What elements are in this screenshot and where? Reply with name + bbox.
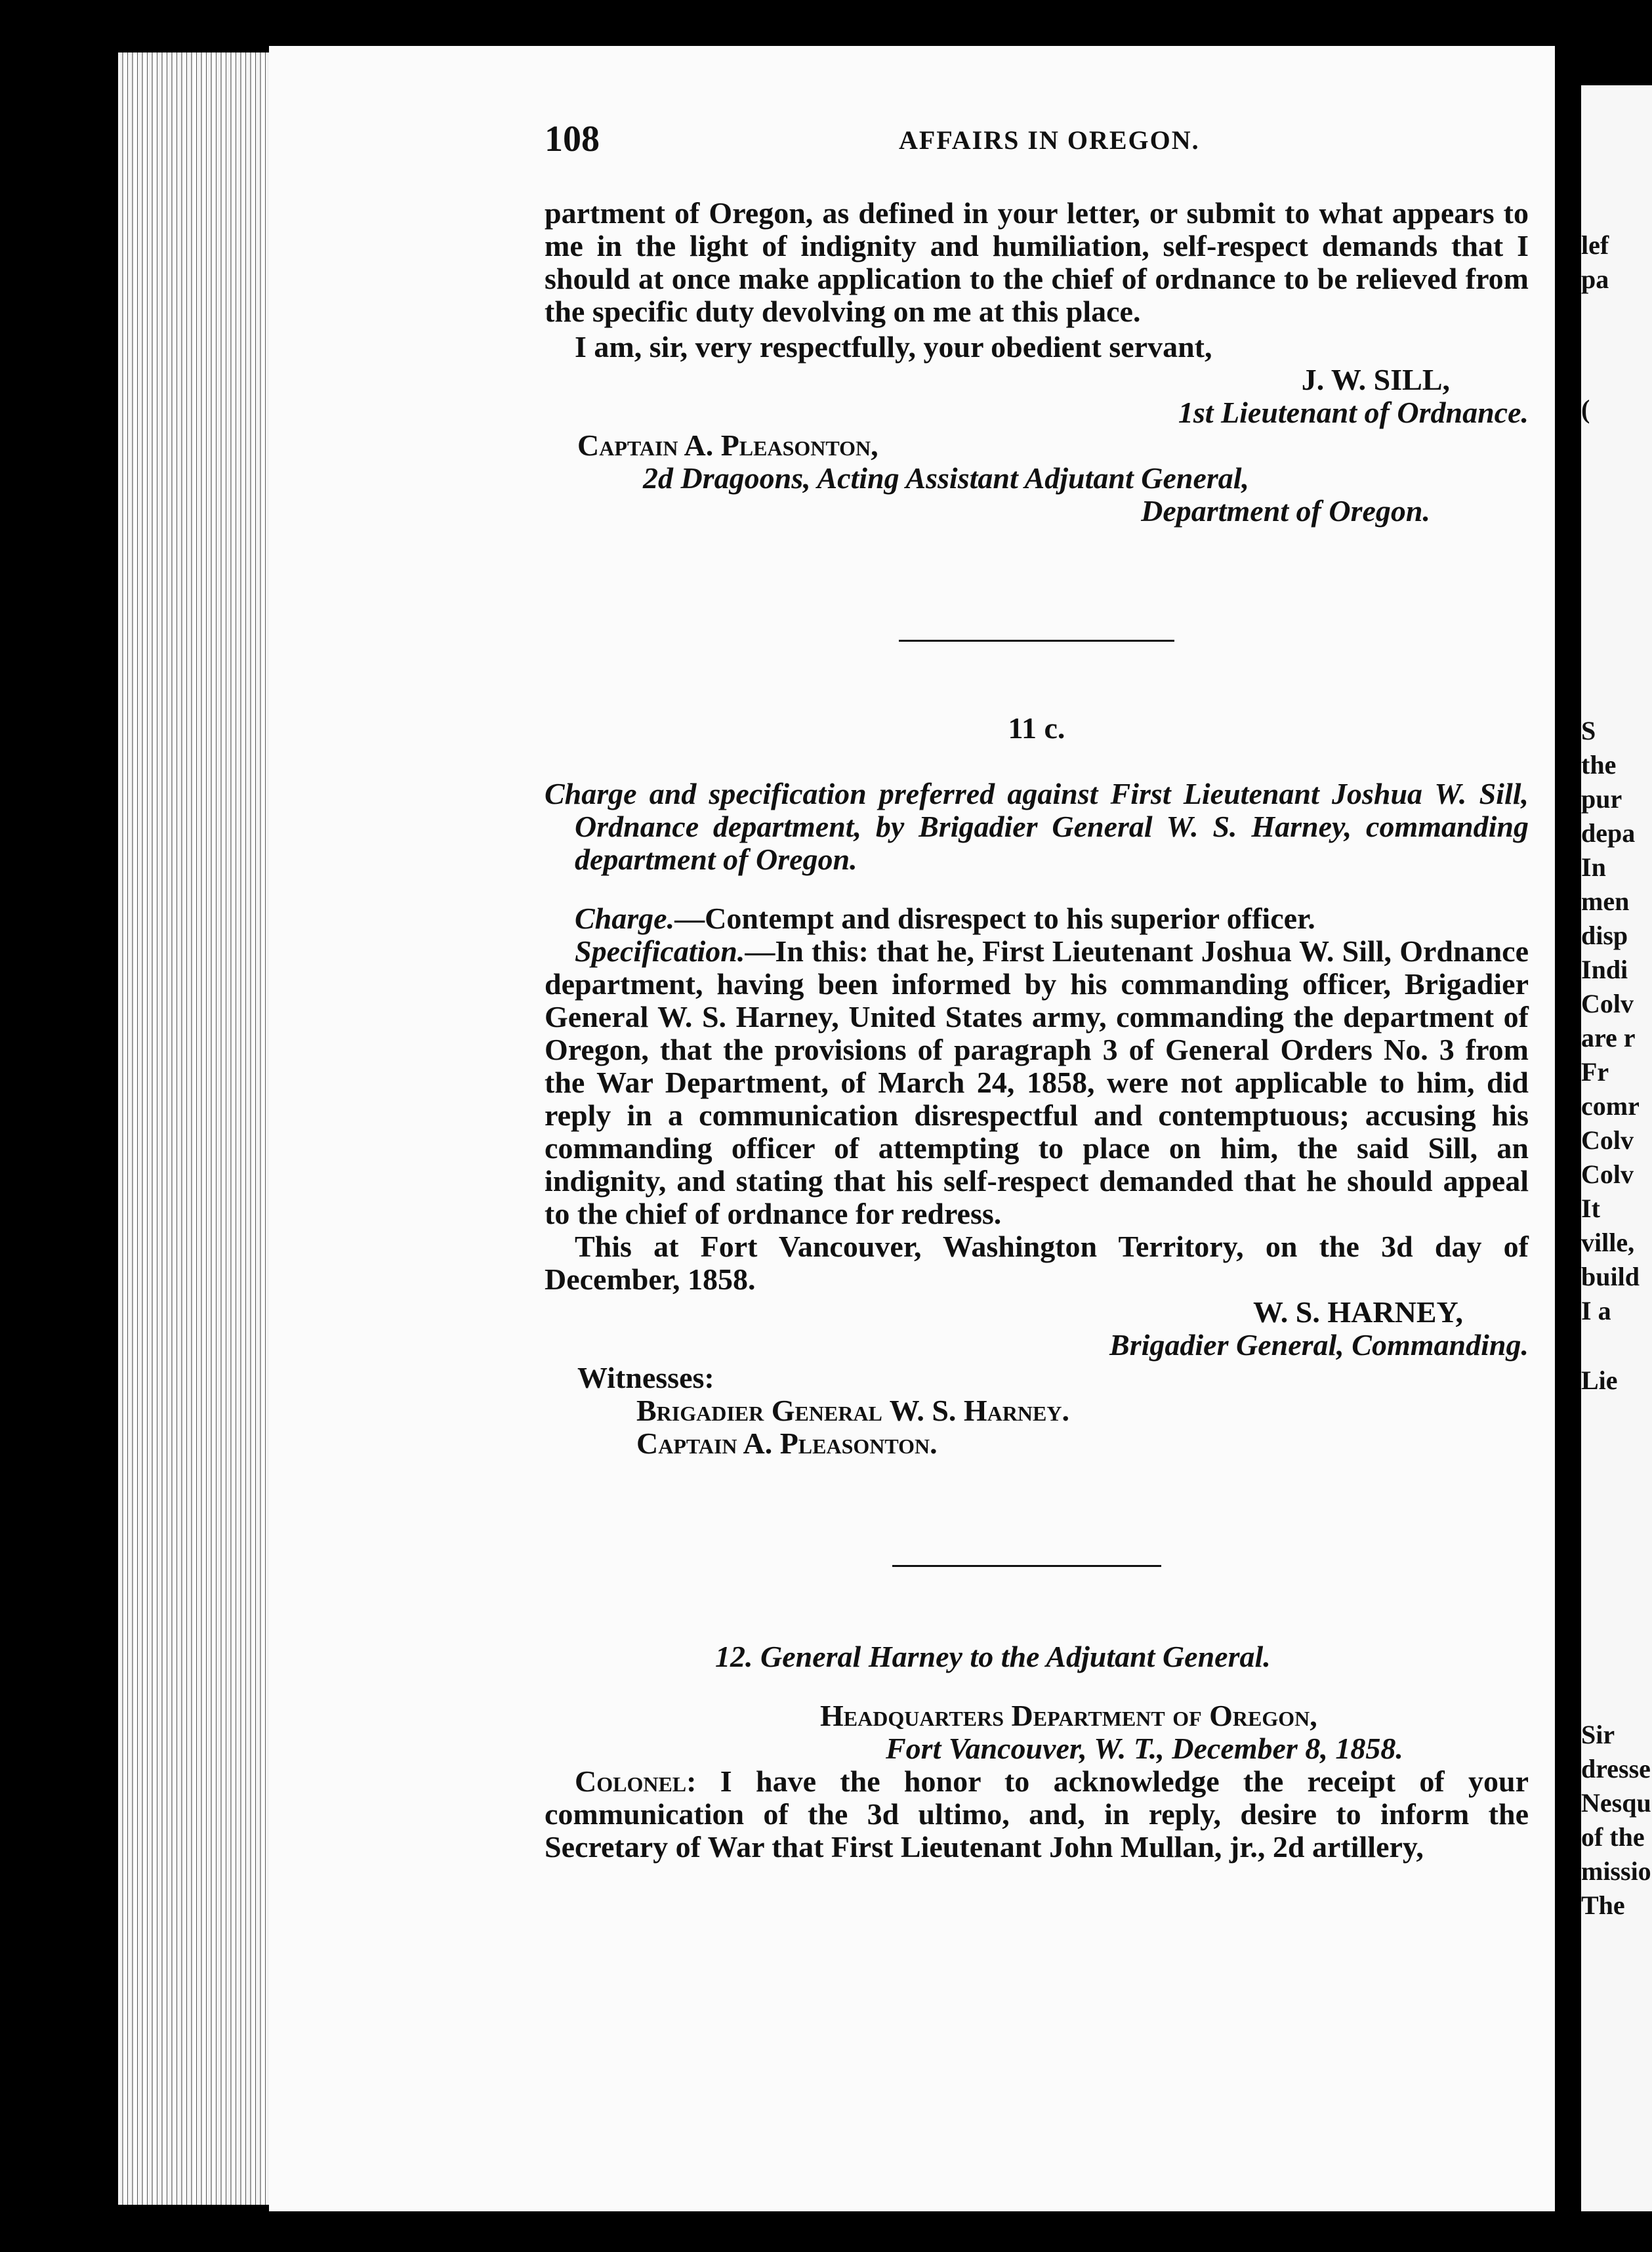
section-heading: 12. General Harney to the Adjutant General.: [715, 1640, 1271, 1673]
addressee-line3: Department of Oregon.: [1141, 494, 1430, 528]
facing-fragment: It: [1581, 1194, 1600, 1223]
running-title: AFFAIRS IN OREGON.: [899, 125, 1200, 155]
facing-fragment: comr: [1581, 1091, 1640, 1121]
running-head: [545, 118, 1607, 164]
witness-2: Captain A. Pleasonton.: [636, 1427, 938, 1460]
facing-fragment: lef: [1581, 230, 1609, 260]
facing-fragment: Sir: [1581, 1720, 1615, 1749]
letter-continuation: [545, 197, 1529, 528]
facing-fragment: The: [1581, 1890, 1625, 1920]
body-paragraph: [545, 1765, 1529, 1864]
letter-closing: I am, sir, very respectfully, your obedient servant,: [575, 330, 1212, 364]
facing-fragment: build: [1581, 1262, 1640, 1291]
addressee-line2: 2d Dragoons, Acting Assistant Adjutant General,: [643, 461, 1250, 495]
facing-fragment: Nesqu: [1581, 1788, 1651, 1818]
dateline-2: Fort Vancouver, W. T., December 8, 1858.: [886, 1732, 1403, 1765]
facing-fragment: pa: [1581, 264, 1609, 294]
facing-fragment: ville,: [1581, 1228, 1635, 1257]
facing-fragment: Colv: [1581, 989, 1634, 1018]
dateline-1: Headquarters Department of Oregon,: [820, 1699, 1317, 1732]
page-stack-edge: [118, 52, 276, 2205]
addressee-name: Captain A. Pleasonton,: [577, 428, 878, 462]
letter-paragraph: partment of Oregon, as defined in your letter, or submit to what appears to me in the light of indignity and humiliation, self-respect demands that I should at once make application to the chief of ordnance to be relieved from the specific duty devolving on me at this place.: [545, 196, 1529, 328]
section-title: Charge and specification preferred against First Lieutenant Joshua W. Sill, Ordnance department, by Brigadier General W. S. Harney, commanding department of Oregon.: [545, 777, 1529, 876]
facing-fragment: depa: [1581, 818, 1636, 848]
facing-fragment: (: [1581, 394, 1590, 424]
charge-label: Charge.: [575, 902, 675, 935]
section-divider: [892, 1565, 1161, 1567]
facing-fragment: S: [1581, 716, 1596, 745]
facing-fragment: Lie: [1581, 1366, 1618, 1395]
facing-fragment: the: [1581, 750, 1617, 780]
signer-title: 1st Lieutenant of Ordnance.: [1178, 396, 1529, 429]
signer-title: Brigadier General, Commanding.: [1109, 1328, 1529, 1362]
page-number: 108: [545, 119, 600, 159]
section-11c: [545, 712, 1529, 1460]
facing-fragment: are r: [1581, 1023, 1636, 1053]
facing-fragment: of the: [1581, 1822, 1645, 1852]
signer-name: W. S. HARNEY,: [1253, 1295, 1463, 1329]
facing-fragment: Colv: [1581, 1125, 1634, 1155]
specification-label: Specification.: [575, 934, 745, 968]
facing-page: [1581, 85, 1652, 2211]
facing-fragment: Colv: [1581, 1159, 1634, 1189]
facing-fragment: Fr: [1581, 1057, 1609, 1087]
facing-fragment: dresse: [1581, 1754, 1651, 1783]
section-12: [545, 1640, 1529, 1864]
facing-fragment: I a: [1581, 1296, 1611, 1325]
charge-text: —Contempt and disrespect to his superior officer.: [674, 902, 1315, 935]
body-text: I have the honor to acknowledge the receipt of your communication of the 3d ultimo, and, in reply, desire to inform the Secretary of War that First Lieutenant John Mullan, jr., 2d artillery,: [545, 1764, 1529, 1864]
witnesses-label: Witnesses:: [577, 1361, 714, 1394]
facing-fragment: disp: [1581, 921, 1628, 950]
facing-fragment: missio: [1581, 1856, 1651, 1886]
facing-fragment: men: [1581, 886, 1630, 916]
facing-fragment: In: [1581, 852, 1606, 882]
place-date: This at Fort Vancouver, Washington Territory, on the 3d day of December, 1858.: [545, 1230, 1529, 1296]
specification-text: —In this: that he, First Lieutenant Joshua W. Sill, Ordnance department, having been informed by his commanding officer, Brigadier General W. S. Harney, United States army, commanding the department of Oregon, that the provisions of paragraph 3 of General Orders No. 3 from the War Department, of March 24, 1858, were not applicable to him, did reply in a communication disrespectful and contemptuous; accusing his commanding officer of attempting to place on him, the said Sill, an indignity, and stating that his self-respect demanded that he should appeal to the chief of ordnance for redress.: [545, 934, 1529, 1230]
signer-name: J. W. SILL,: [1301, 363, 1450, 396]
section-divider: [899, 640, 1174, 642]
specification-paragraph: [545, 935, 1529, 1230]
charge-paragraph: [545, 902, 1529, 935]
salutation: Colonel:: [575, 1764, 697, 1798]
facing-fragment: Indi: [1581, 955, 1628, 984]
facing-fragment: pur: [1581, 784, 1622, 814]
witness-1: Brigadier General W. S. Harney.: [636, 1394, 1069, 1427]
section-number: 11 c.: [1008, 711, 1065, 745]
